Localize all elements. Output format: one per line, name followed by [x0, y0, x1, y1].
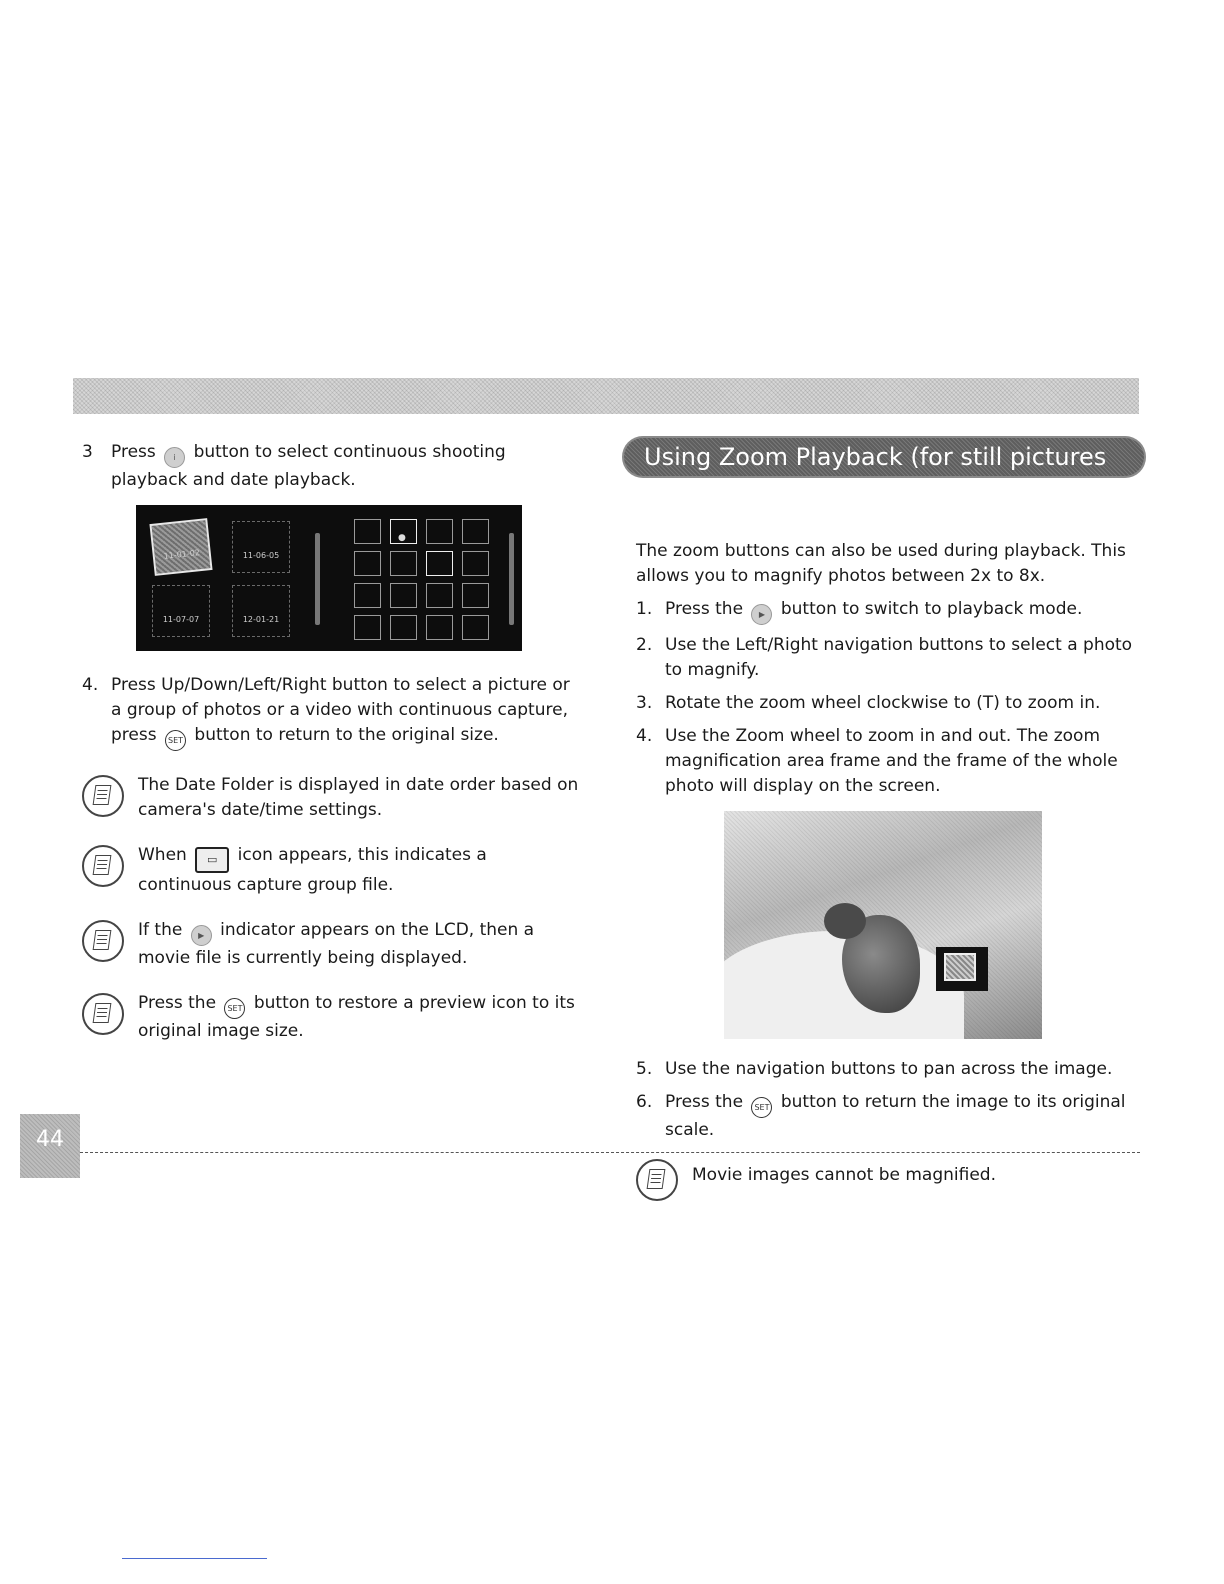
zoom-step-3: 3. Rotate the zoom wheel clockwise to (T) to zoom in.	[636, 693, 1101, 713]
footer-divider	[80, 1152, 1140, 1153]
grid-cell	[354, 615, 381, 640]
note-icon	[82, 993, 124, 1035]
scrollbar	[509, 533, 514, 625]
grid-cell	[390, 551, 417, 576]
info-button-icon: i	[164, 447, 185, 468]
playback-button-icon: ▶	[751, 604, 772, 625]
thumbnail: 11-06-05	[232, 521, 290, 573]
note-icon	[82, 775, 124, 817]
zoom-step-2: 2. Use the Left/Right navigation buttons to select a photo to magnify.	[636, 635, 1133, 680]
zoom-step-5: 5. Use the navigation buttons to pan across the image.	[636, 1059, 1113, 1079]
step-4: 4. Press Up/Down/Left/Right button to select a picture or a group of photos or a video with continuous capture, press SET button to return to the original size.	[82, 673, 582, 751]
bottom-rule	[122, 1558, 267, 1559]
scrollbar	[315, 533, 320, 625]
page-number: 44	[20, 1114, 80, 1178]
thumbnail-grid-screen	[332, 505, 522, 651]
grid-cell	[426, 583, 453, 608]
thumbnail: 12-01-21	[232, 585, 290, 637]
note-date-folder: The Date Folder is displayed in date order based on camera's date/time settings.	[82, 773, 582, 823]
movie-indicator-icon: ▶	[191, 925, 212, 946]
grid-cell	[390, 583, 417, 608]
grid-cell	[462, 551, 489, 576]
zoom-magnification-frame	[936, 947, 988, 991]
set-button-icon: SET	[224, 998, 245, 1019]
zoom-step-1: 1. Press the ▶ button to switch to playback mode.	[636, 597, 1146, 625]
date-folder-screen	[136, 505, 328, 651]
grid-cell	[462, 583, 489, 608]
thumbnail: 11-01-02	[149, 518, 212, 576]
note-icon	[636, 1159, 678, 1201]
movie-icon: ●	[398, 533, 406, 543]
note-icon	[82, 920, 124, 962]
step-3: 3 Press i button to select continuous shooting playback and date playback.	[82, 440, 582, 493]
grid-cell	[354, 583, 381, 608]
section-title: Using Zoom Playback (for still pictures only)	[622, 436, 1146, 478]
zoom-step-4: 4. Use the Zoom wheel to zoom in and out. The zoom magnification area frame and the frame of the whole photo will display on the screen.	[636, 726, 1118, 796]
playback-screens-illustration	[136, 505, 522, 651]
step-number: 3	[82, 442, 93, 462]
grid-cell	[354, 519, 381, 544]
note-movie-indicator: If the ▶ indicator appears on the LCD, then a movie file is currently being displayed.	[82, 918, 582, 971]
grid-cell	[426, 519, 453, 544]
thumbnail: 11-07-07	[152, 585, 210, 637]
grid-cell	[354, 551, 381, 576]
intro-paragraph: The zoom buttons can also be used during playback. This allows you to magnify photos between 2x to 8x.	[636, 541, 1126, 586]
set-button-icon: SET	[165, 730, 186, 751]
set-button-icon: SET	[751, 1097, 772, 1118]
grid-cell	[462, 615, 489, 640]
continuous-capture-icon: ▭	[195, 847, 229, 873]
header-band	[73, 378, 1139, 414]
step-number: 4.	[82, 675, 99, 695]
note-movie-zoom: Movie images cannot be magnified.	[636, 1157, 1146, 1201]
zoom-playback-photo	[724, 811, 1042, 1039]
grid-cell	[426, 551, 453, 576]
grid-cell	[426, 615, 453, 640]
grid-cell-movie	[390, 519, 417, 544]
note-restore-preview: Press the SET button to restore a preview icon to its original image size.	[82, 991, 582, 1044]
right-column	[636, 436, 1146, 1221]
zoom-step-6: 6. Press the SET button to return the image to its original scale.	[636, 1092, 1126, 1140]
note-continuous-capture: When ▭ icon appears, this indicates a continuous capture group file.	[82, 843, 582, 898]
left-column	[82, 440, 582, 1064]
note-icon	[82, 845, 124, 887]
grid-cell	[462, 519, 489, 544]
grid-cell	[390, 615, 417, 640]
